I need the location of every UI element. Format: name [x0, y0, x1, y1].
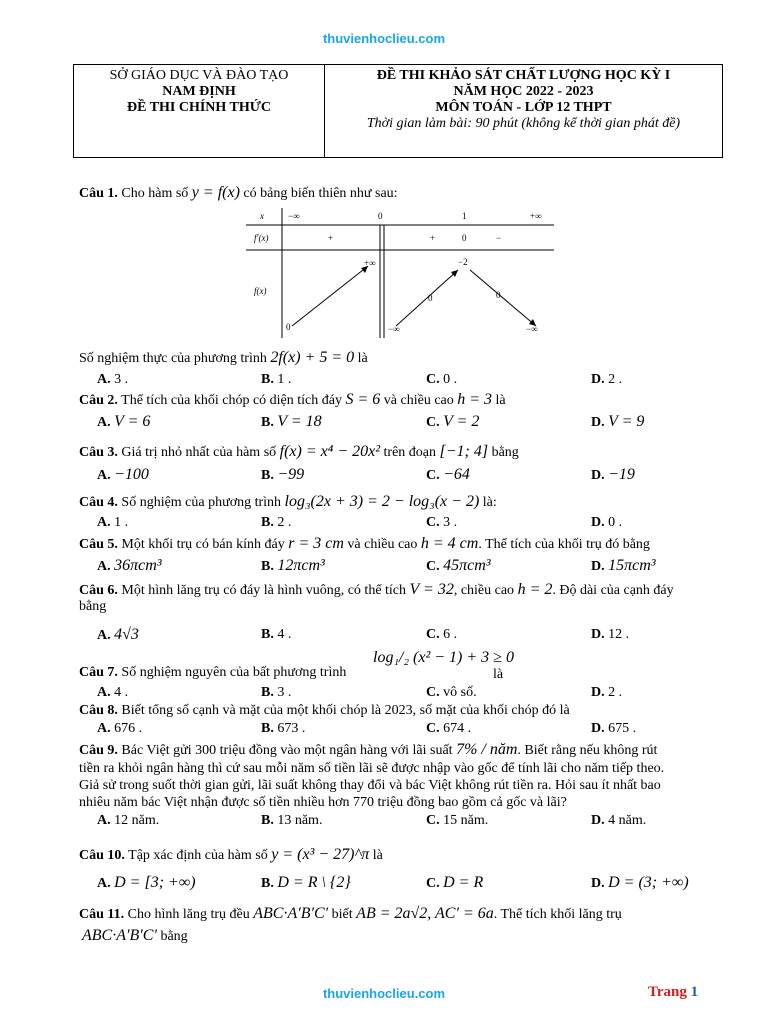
q10-option-a[interactable]: A. D = [3; +∞)	[97, 874, 196, 891]
question-4: Câu 4. Số nghiệm của phương trình log₃(2x + 3) = 2 − log₃(x − 2) là:	[79, 493, 497, 510]
school-year: NĂM HỌC 2022 - 2023	[453, 84, 594, 99]
q3-option-b[interactable]: B. −99	[261, 466, 305, 483]
vt-fp-2: 0	[462, 233, 467, 243]
vt-f-label: f(x)	[254, 286, 267, 296]
q9-option-a[interactable]: A. 12 năm.	[97, 813, 160, 828]
question-11-line-2: ABC·A′B′C′ bằng	[82, 927, 188, 944]
q1-option-a[interactable]: A. 3 .	[97, 372, 129, 387]
q7-inequality: log₁/₂ (x² − 1) + 3 ≥ 0	[373, 649, 514, 666]
q9-option-c[interactable]: C. 15 năm.	[426, 813, 489, 828]
site-name-bottom[interactable]: thuvienhoclieu.com	[322, 986, 446, 1001]
question-1: Câu 1. Cho hàm số y = f(x) có bảng biến thiên như sau:	[79, 184, 398, 201]
q3-option-a[interactable]: A. −100	[97, 466, 149, 483]
question-9-line-4: nhiêu năm bác Việt nhận được số tiền nhiều hơn 770 triệu đồng bao gồm cả gốc và lãi?	[79, 795, 567, 810]
vt-f-4: −∞	[526, 324, 538, 334]
vt-f-2: −∞	[388, 324, 400, 334]
q4-option-a[interactable]: A. 1 .	[97, 515, 129, 530]
question-9-line-3: Giả sử trong suốt thời gian gửi, lãi suất không thay đổi và bác Việt không rút tiền ra. Hỏi sau ít nhất bao	[79, 778, 661, 793]
q4-option-c[interactable]: C. 3 .	[426, 515, 458, 530]
question-1-line-2: Số nghiệm thực của phương trình 2f(x) + 5 = 0 là	[79, 349, 368, 366]
q5-option-b[interactable]: B. 12πcm³	[261, 557, 325, 574]
site-name-top[interactable]: thuvienhoclieu.com	[322, 31, 446, 46]
vt-fp-label: f′(x)	[254, 233, 269, 243]
official-label: ĐỀ THI CHÍNH THỨC	[126, 100, 272, 115]
q1-option-c[interactable]: C. 0 .	[426, 372, 458, 387]
question-7-tail: là	[493, 667, 504, 682]
q10-option-c[interactable]: C. D = R	[426, 874, 484, 891]
q6-option-c[interactable]: C. 6 .	[426, 627, 458, 642]
q8-option-a[interactable]: A. 676 .	[97, 721, 143, 736]
q1-option-b[interactable]: B. 1 .	[261, 372, 292, 387]
q10-option-b[interactable]: B. D = R \ {2}	[261, 874, 351, 891]
q2-option-a[interactable]: A. V = 6	[97, 413, 151, 430]
q8-option-b[interactable]: B. 673 .	[261, 721, 306, 736]
vt-x-2: 1	[462, 211, 467, 221]
province: NAM ĐỊNH	[162, 84, 236, 99]
q4-option-b[interactable]: B. 2 .	[261, 515, 292, 530]
q7-option-c[interactable]: C. vô số.	[426, 685, 477, 700]
time-note: Thời gian làm bài: 90 phút (không kể thời gian phát đề)	[366, 116, 681, 131]
q7-option-b[interactable]: B. 3 .	[261, 685, 292, 700]
question-6-line-2: bằng	[79, 599, 107, 614]
q6-option-b[interactable]: B. 4 .	[261, 627, 292, 642]
subject: MÔN TOÁN - LỚP 12 THPT	[435, 100, 612, 115]
q4-option-d[interactable]: D. 0 .	[591, 515, 623, 530]
vt-fp-0: +	[328, 233, 334, 243]
question-9: Câu 9. Bác Việt gửi 300 triệu đồng vào một ngân hàng với lãi suất 7% / năm. Biết rằng nếu không rút	[79, 741, 658, 758]
question-2: Câu 2. Thể tích của khối chóp có diện tích đáy S = 6 và chiều cao h = 3 là	[79, 391, 506, 408]
vt-f-mid-0: 0	[428, 293, 433, 303]
vt-f-3: −2	[458, 257, 468, 267]
q9-option-b[interactable]: B. 13 năm.	[261, 813, 323, 828]
question-11: Câu 11. Cho hình lăng trụ đều ABC·A′B′C′ biết AB = 2a√2, AC′ = 6a. Thể tích khối lăng trụ	[79, 905, 622, 922]
page-number: Trang 1	[648, 984, 699, 1000]
q6-option-d[interactable]: D. 12 .	[591, 627, 630, 642]
header-left	[74, 65, 325, 157]
exam-header	[73, 64, 723, 158]
q6-option-a[interactable]: A. 4√3	[97, 626, 139, 643]
exam-title: ĐỀ THI KHẢO SÁT CHẤT LƯỢNG HỌC KỲ I	[376, 68, 671, 83]
q2-option-c[interactable]: C. V = 2	[426, 413, 480, 430]
vt-f-1: +∞	[364, 258, 376, 268]
q10-option-d[interactable]: D. D = (3; +∞)	[591, 874, 689, 891]
q7-option-a[interactable]: A. 4 .	[97, 685, 129, 700]
question-10: Câu 10. Tập xác định của hàm số y = (x³ − 27)^π là	[79, 846, 383, 863]
q1-option-d[interactable]: D. 2 .	[591, 372, 623, 387]
vt-fp-3: −	[496, 233, 502, 243]
q8-option-d[interactable]: D. 675 .	[591, 721, 637, 736]
q8-option-c[interactable]: C. 674 .	[426, 721, 472, 736]
vt-x-label: x	[260, 211, 264, 221]
q9-option-d[interactable]: D. 4 năm.	[591, 813, 647, 828]
vt-f-0: 0	[286, 322, 291, 332]
q5-option-d[interactable]: D. 15πcm³	[591, 557, 656, 574]
question-8: Câu 8. Biết tổng số cạnh và mặt của một khối chóp là 2023, số mặt của khối chóp đó là	[79, 703, 570, 718]
question-9-line-2: tiền ra khỏi ngân hàng thì cứ sau mỗi năm số tiền lãi sẽ được nhập vào gốc để tính lãi cho năm tiếp theo.	[79, 761, 665, 776]
q2-option-b[interactable]: B. V = 18	[261, 413, 322, 430]
vt-x-3: +∞	[530, 211, 542, 221]
vt-f-mid-1: 0	[496, 290, 501, 300]
vt-x-0: −∞	[288, 211, 300, 221]
question-5: Câu 5. Một khối trụ có bán kính đáy r = 3 cm và chiều cao h = 4 cm. Thể tích của khối trụ đó bằng	[79, 535, 650, 552]
question-6: Câu 6. Một hình lăng trụ có đáy là hình vuông, có thể tích V = 32, chiều cao h = 2. Độ dài của cạnh đáy	[79, 581, 674, 598]
vt-x-1: 0	[378, 211, 383, 221]
q5-option-a[interactable]: A. 36πcm³	[97, 557, 162, 574]
department: SỞ GIÁO DỤC VÀ ĐÀO TẠO	[109, 68, 289, 83]
q5-option-c[interactable]: C. 45πcm³	[426, 557, 491, 574]
q3-option-c[interactable]: C. −64	[426, 466, 470, 483]
q3-option-d[interactable]: D. −19	[591, 466, 635, 483]
q7-option-d[interactable]: D. 2 .	[591, 685, 623, 700]
question-7: Câu 7. Số nghiệm nguyên của bất phương trình	[79, 665, 347, 680]
vt-fp-1: +	[430, 233, 436, 243]
question-3: Câu 3. Giá trị nhỏ nhất của hàm số f(x) = x⁴ − 20x² trên đoạn [−1; 4] bằng	[79, 443, 519, 460]
header-right	[325, 65, 722, 157]
variation-table	[246, 208, 554, 338]
q2-option-d[interactable]: D. V = 9	[591, 413, 645, 430]
